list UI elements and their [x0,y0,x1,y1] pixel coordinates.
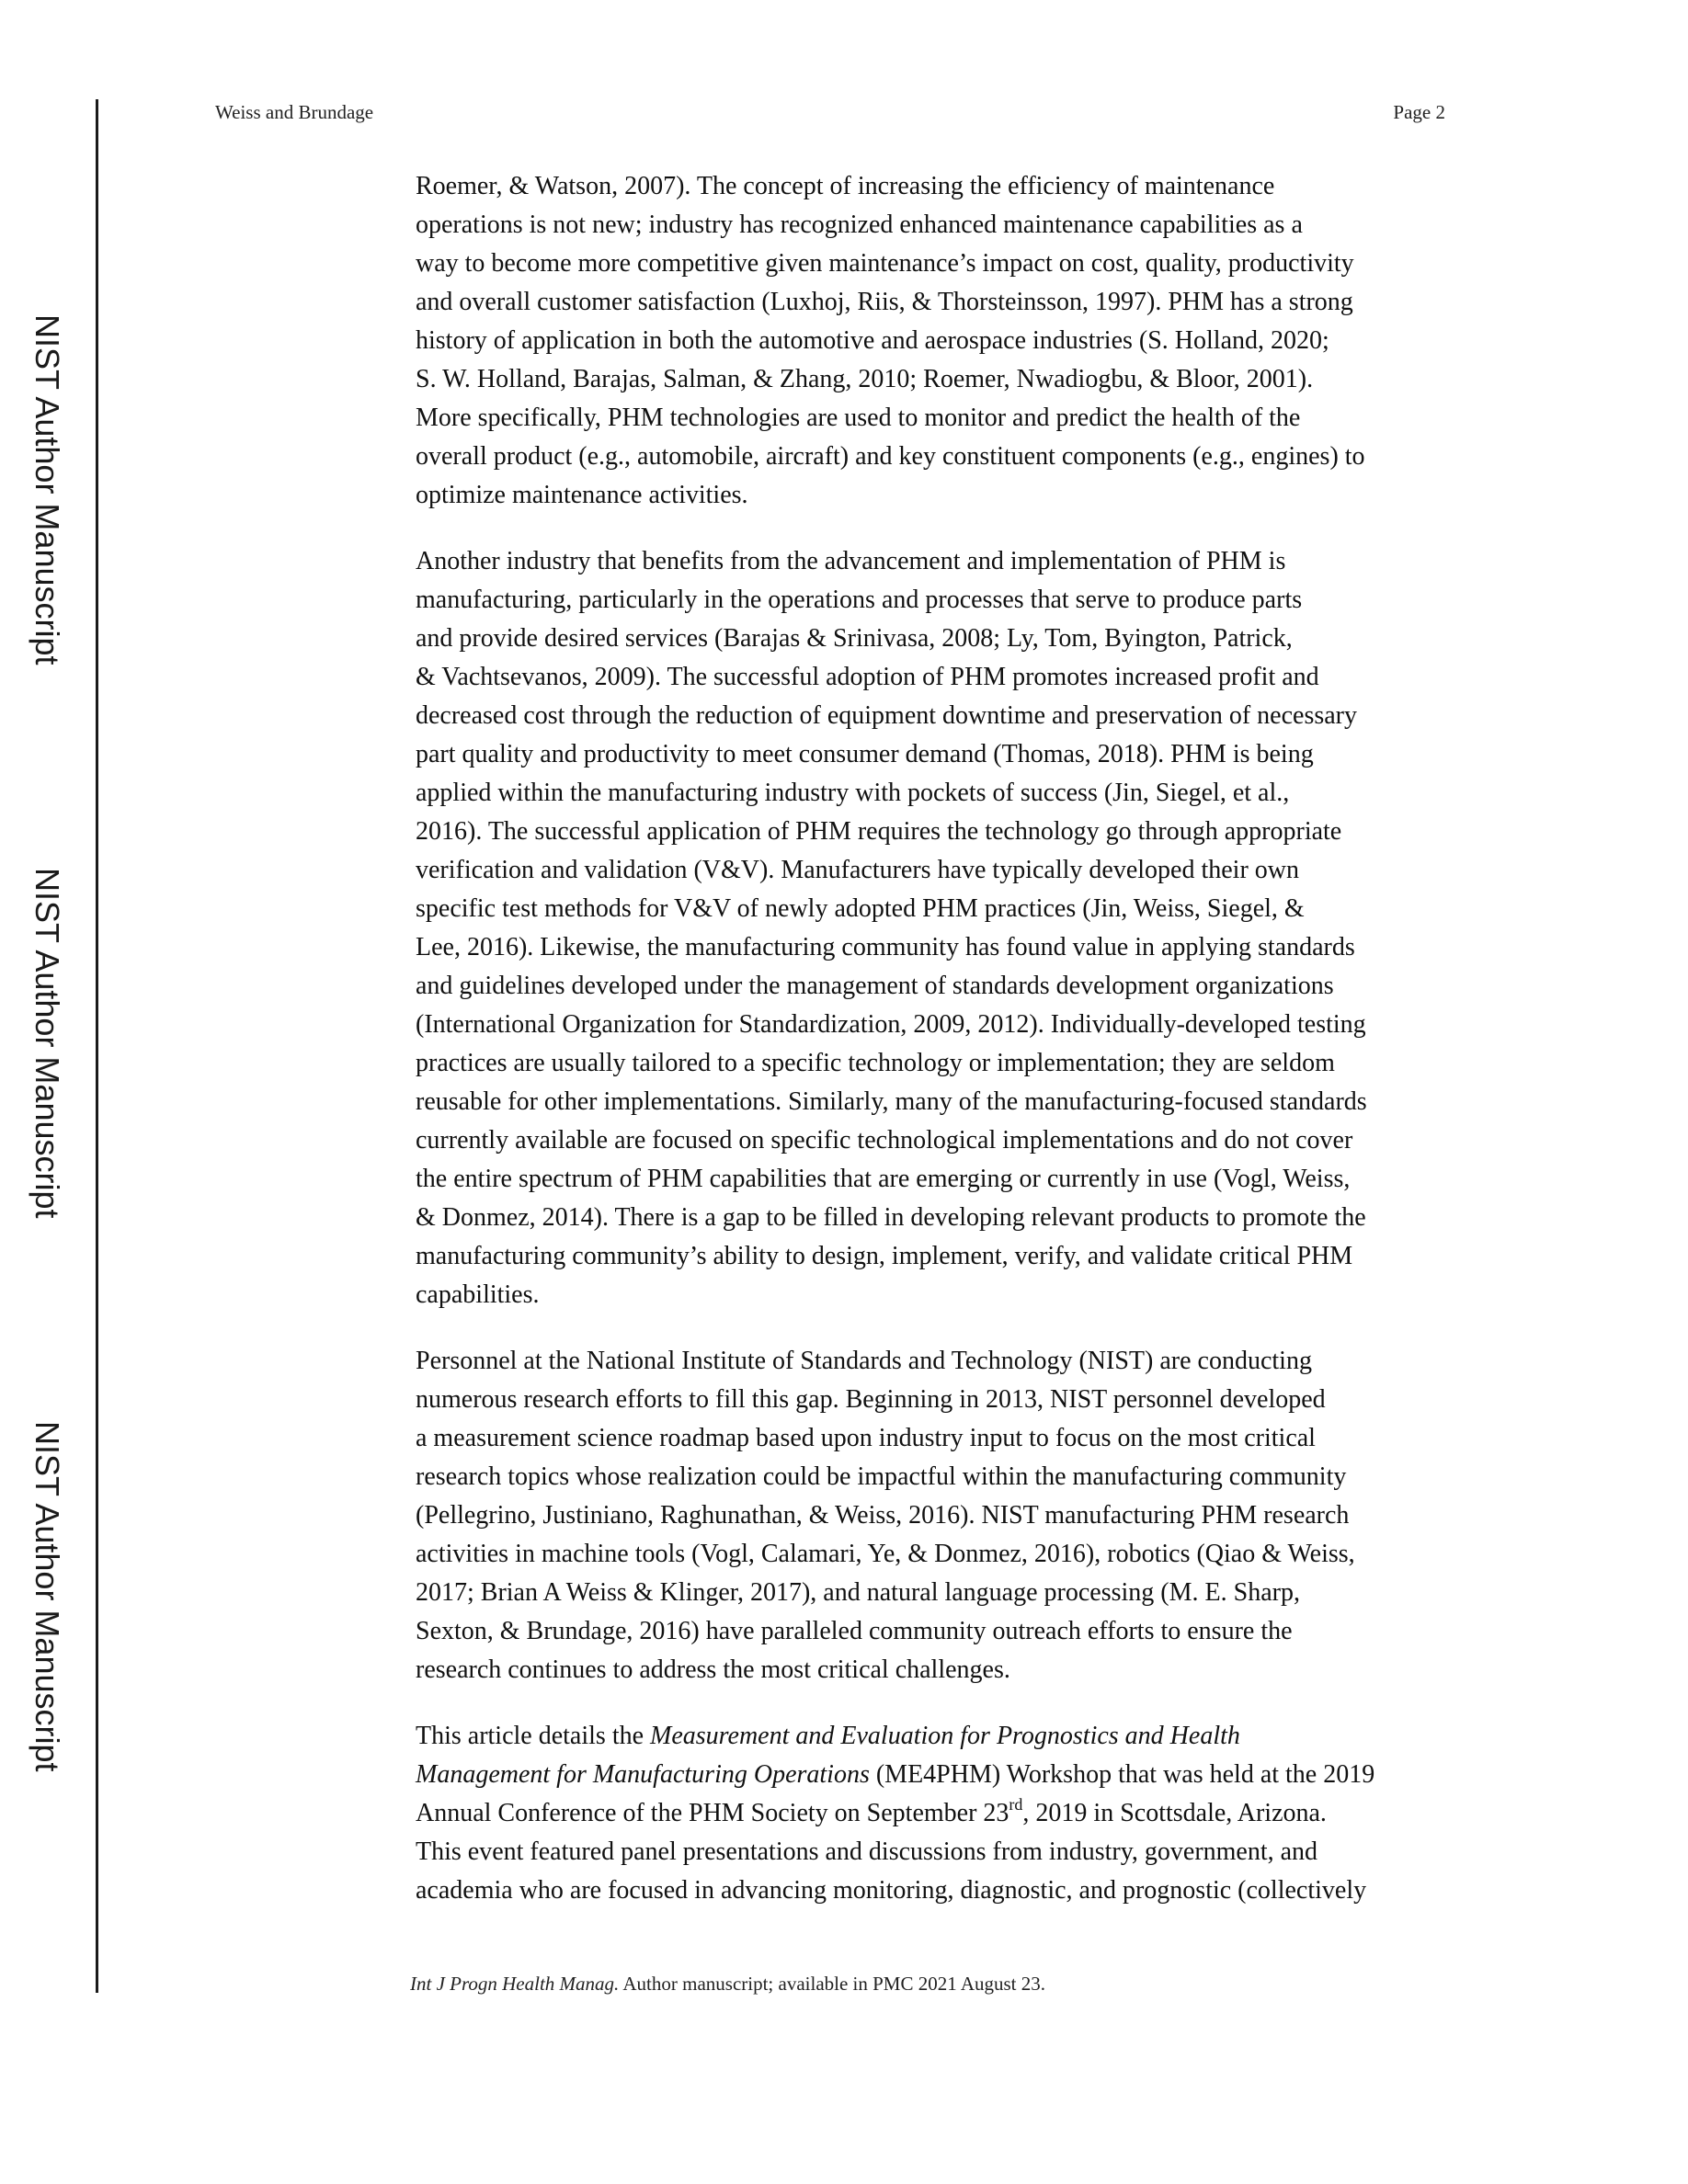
text-line: numerous research efforts to fill this gap. Beginning in 2013, NIST personnel developed [416,1385,1326,1414]
text-line: way to become more competitive given maintenance’s impact on cost, quality, productivity [416,249,1354,278]
availability-note: Author manuscript; available in PMC 2021 August 23. [619,1973,1046,1995]
text-segment: This article details the [416,1722,651,1750]
text-line: academia who are focused in advancing monitoring, diagnostic, and prognostic (collectively [416,1876,1367,1905]
text-line: overall product (e.g., automobile, aircraft) and key constituent components (e.g., engines) to [416,442,1365,471]
text-line: Roemer, & Watson, 2007). The concept of increasing the efficiency of maintenance [416,172,1275,200]
text-line [416,1794,1445,1833]
text-line: 2017; Brian A Weiss & Klinger, 2017), and natural language processing (M. E. Sharp, [416,1578,1300,1607]
running-head-authors: Weiss and Brundage [215,101,374,123]
text-line [416,1717,1445,1756]
text-line: and overall customer satisfaction (Luxhoj, Riis, & Thorsteinsson, 1997). PHM has a strong [416,288,1353,316]
text-line: and guidelines developed under the management of standards development organizations [416,972,1334,1000]
text-segment: , 2019 in Scottsdale, Arizona. [1022,1799,1327,1827]
article-body [416,167,1445,1938]
workshop-title-italic: Management for Manufacturing Operations [416,1760,870,1789]
text-line: specific test methods for V&V of newly adopted PHM practices (Jin, Weiss, Siegel, & [416,894,1305,923]
text-line: capabilities. [416,1280,540,1309]
text-line: reusable for other implementations. Similarly, many of the manufacturing-focused standards [416,1087,1367,1116]
nist-author-manuscript-label: NIST Author Manuscript [29,1421,66,1772]
text-line: Personnel at the National Institute of Standards and Technology (NIST) are conducting [416,1347,1312,1375]
text-line: manufacturing, particularly in the operations and processes that serve to produce parts [416,586,1303,614]
text-line: the entire spectrum of PHM capabilities that are emerging or currently in use (Vogl, Weiss, [416,1165,1351,1193]
paragraph [416,1717,1445,1910]
text-line: research topics whose realization could be impactful within the manufacturing community [416,1462,1347,1491]
text-line: part quality and productivity to meet consumer demand (Thomas, 2018). PHM is being [416,740,1314,768]
text-line: decreased cost through the reduction of equipment downtime and preservation of necessary [416,701,1357,730]
text-line: applied within the manufacturing industry with pockets of success (Jin, Siegel, et al., [416,779,1290,807]
text-line: research continues to address the most critical challenges. [416,1655,1010,1684]
text-line: S. W. Holland, Barajas, Salman, & Zhang, 2010; Roemer, Nwadiogbu, & Bloor, 2001). [416,365,1314,393]
workshop-title-italic: Measurement and Evaluation for Prognostics and Health [650,1722,1240,1750]
text-line: & Donmez, 2014). There is a gap to be filled in developing relevant products to promote the [416,1203,1366,1232]
text-line: & Vachtsevanos, 2009). The successful adoption of PHM promotes increased profit and [416,663,1319,691]
text-line [416,1756,1445,1794]
journal-name-period: . [614,1973,620,1995]
text-line: This event featured panel presentations and discussions from industry, government, and [416,1837,1318,1866]
text-line: Another industry that benefits from the advancement and implementation of PHM is [416,547,1286,575]
paragraph [416,1342,1445,1689]
text-line: practices are usually tailored to a specific technology or implementation; they are seldom [416,1049,1335,1077]
left-margin-rule [96,99,98,1993]
text-line: activities in machine tools (Vogl, Calamari, Ye, & Donmez, 2016), robotics (Qiao & Weiss, [416,1540,1355,1568]
text-line: manufacturing community’s ability to design, implement, verify, and validate critical PHM [416,1242,1353,1270]
text-line: Lee, 2016). Likewise, the manufacturing community has found value in applying standards [416,933,1355,961]
nist-author-manuscript-label: NIST Author Manuscript [29,314,66,665]
text-line: operations is not new; industry has recognized enhanced maintenance capabilities as a [416,210,1303,239]
text-line: optimize maintenance activities. [416,481,748,509]
text-line: history of application in both the automotive and aerospace industries (S. Holland, 2020; [416,326,1329,355]
nist-author-manuscript-label: NIST Author Manuscript [29,868,66,1219]
page-footer [410,1973,1045,1996]
text-segment: Annual Conference of the PHM Society on September 23 [416,1799,1009,1827]
text-line: verification and validation (V&V). Manufacturers have typically developed their own [416,856,1299,884]
text-line: currently available are focused on specific technological implementations and do not cover [416,1126,1353,1155]
ordinal-superscript: rd [1009,1795,1023,1814]
paragraph [416,167,1445,515]
text-line: More specifically, PHM technologies are used to monitor and predict the health of the [416,404,1301,432]
journal-name: Int J Progn Health Manag [410,1973,615,1995]
text-line: and provide desired services (Barajas & Srinivasa, 2008; Ly, Tom, Byington, Patrick, [416,624,1293,653]
running-head-page-number: Page 2 [1393,101,1445,123]
text-line: (International Organization for Standardization, 2009, 2012). Individually-developed testing [416,1010,1366,1039]
text-line: a measurement science roadmap based upon industry input to focus on the most critical [416,1424,1316,1452]
paragraph [416,542,1445,1314]
text-line: (Pellegrino, Justiniano, Raghunathan, & Weiss, 2016). NIST manufacturing PHM research [416,1501,1350,1530]
text-line: Sexton, & Brundage, 2016) have paralleled community outreach efforts to ensure the [416,1617,1293,1645]
text-segment: (ME4PHM) Workshop that was held at the 2019 [869,1760,1375,1789]
text-line: 2016). The successful application of PHM requires the technology go through appropriate [416,817,1342,846]
